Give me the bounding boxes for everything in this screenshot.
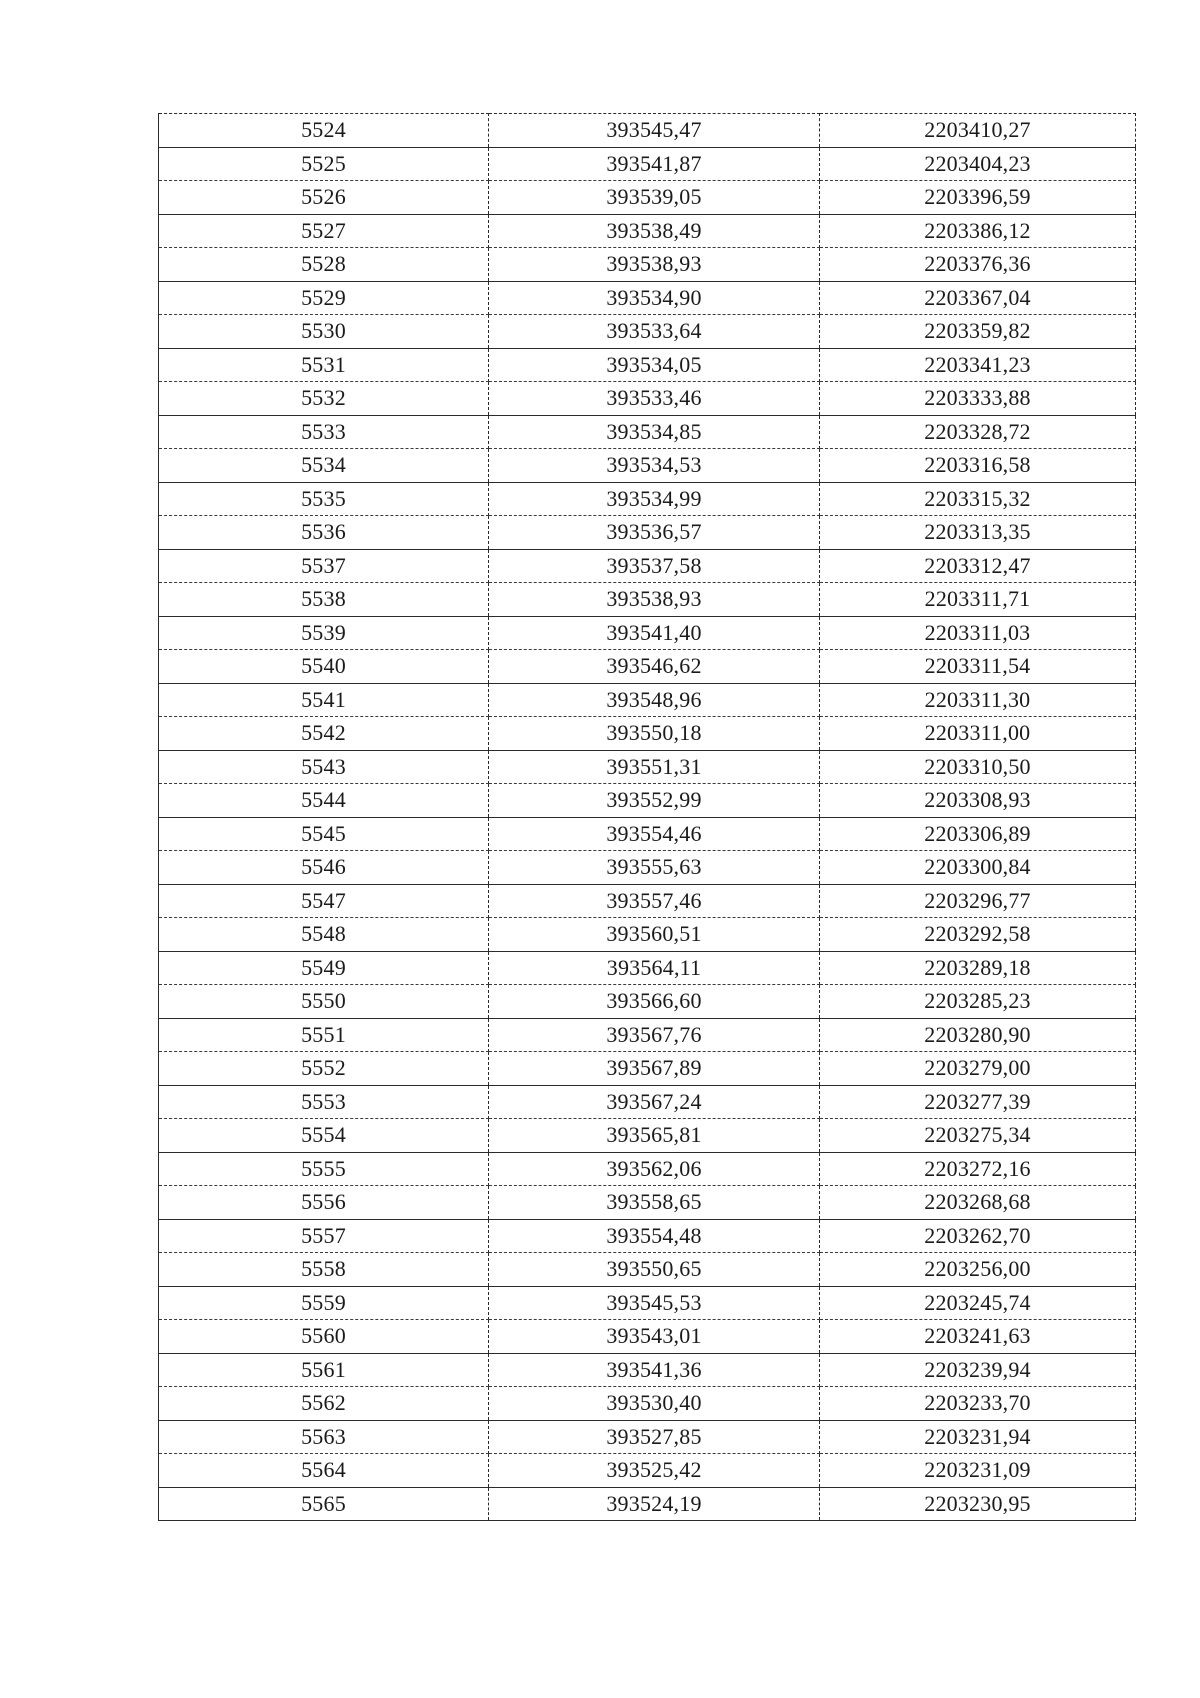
table-row [159,1286,1136,1320]
table-row [159,1454,1136,1488]
point-number-cell: 5525 [159,147,489,181]
point-number-cell: 5527 [159,214,489,248]
point-number-cell: 5539 [159,616,489,650]
point-number-cell: 5540 [159,650,489,684]
x-coordinate-cell: 393530,40 [489,1387,820,1421]
table-row [159,1119,1136,1153]
x-coordinate-cell: 393567,24 [489,1085,820,1119]
point-number-cell: 5547 [159,884,489,918]
y-coordinate-cell: 2203296,77 [820,884,1136,918]
x-coordinate-cell: 393566,60 [489,985,820,1019]
x-coordinate-cell: 393541,87 [489,147,820,181]
x-coordinate-cell: 393527,85 [489,1420,820,1454]
x-coordinate-cell: 393562,06 [489,1152,820,1186]
point-number-cell: 5565 [159,1487,489,1521]
y-coordinate-cell: 2203404,23 [820,147,1136,181]
table-row [159,1487,1136,1521]
table-row [159,1320,1136,1354]
table-row [159,248,1136,282]
table-row [159,315,1136,349]
x-coordinate-cell: 393538,93 [489,248,820,282]
table-row [159,114,1136,148]
table-row [159,583,1136,617]
y-coordinate-cell: 2203239,94 [820,1353,1136,1387]
table-row [159,985,1136,1019]
y-coordinate-cell: 2203272,16 [820,1152,1136,1186]
x-coordinate-cell: 393567,76 [489,1018,820,1052]
point-number-cell: 5535 [159,482,489,516]
x-coordinate-cell: 393550,18 [489,717,820,751]
x-coordinate-cell: 393552,99 [489,784,820,818]
x-coordinate-cell: 393541,40 [489,616,820,650]
x-coordinate-cell: 393543,01 [489,1320,820,1354]
y-coordinate-cell: 2203262,70 [820,1219,1136,1253]
y-coordinate-cell: 2203280,90 [820,1018,1136,1052]
y-coordinate-cell: 2203311,71 [820,583,1136,617]
point-number-cell: 5546 [159,851,489,885]
y-coordinate-cell: 2203231,09 [820,1454,1136,1488]
table-row [159,549,1136,583]
table-row [159,348,1136,382]
x-coordinate-cell: 393554,46 [489,817,820,851]
point-number-cell: 5558 [159,1253,489,1287]
point-number-cell: 5526 [159,181,489,215]
y-coordinate-cell: 2203275,34 [820,1119,1136,1153]
table-row [159,817,1136,851]
x-coordinate-cell: 393538,49 [489,214,820,248]
y-coordinate-cell: 2203333,88 [820,382,1136,416]
y-coordinate-cell: 2203341,23 [820,348,1136,382]
table-row [159,1387,1136,1421]
coordinates-table-body [159,114,1136,1521]
x-coordinate-cell: 393534,85 [489,415,820,449]
x-coordinate-cell: 393548,96 [489,683,820,717]
y-coordinate-cell: 2203376,36 [820,248,1136,282]
point-number-cell: 5552 [159,1052,489,1086]
point-number-cell: 5524 [159,114,489,148]
table-row [159,449,1136,483]
table-row [159,1420,1136,1454]
y-coordinate-cell: 2203268,68 [820,1186,1136,1220]
y-coordinate-cell: 2203367,04 [820,281,1136,315]
x-coordinate-cell: 393534,99 [489,482,820,516]
x-coordinate-cell: 393536,57 [489,516,820,550]
point-number-cell: 5538 [159,583,489,617]
point-number-cell: 5554 [159,1119,489,1153]
y-coordinate-cell: 2203315,32 [820,482,1136,516]
y-coordinate-cell: 2203316,58 [820,449,1136,483]
point-number-cell: 5541 [159,683,489,717]
x-coordinate-cell: 393554,48 [489,1219,820,1253]
point-number-cell: 5530 [159,315,489,349]
point-number-cell: 5551 [159,1018,489,1052]
point-number-cell: 5536 [159,516,489,550]
x-coordinate-cell: 393567,89 [489,1052,820,1086]
table-row [159,683,1136,717]
table-row [159,1085,1136,1119]
y-coordinate-cell: 2203311,03 [820,616,1136,650]
y-coordinate-cell: 2203277,39 [820,1085,1136,1119]
point-number-cell: 5549 [159,951,489,985]
point-number-cell: 5559 [159,1286,489,1320]
table-row [159,616,1136,650]
table-row [159,382,1136,416]
point-number-cell: 5542 [159,717,489,751]
point-number-cell: 5553 [159,1085,489,1119]
coordinates-table [158,113,1136,1521]
x-coordinate-cell: 393534,90 [489,281,820,315]
table-row [159,1186,1136,1220]
y-coordinate-cell: 2203245,74 [820,1286,1136,1320]
table-row [159,884,1136,918]
table-row [159,717,1136,751]
y-coordinate-cell: 2203256,00 [820,1253,1136,1287]
y-coordinate-cell: 2203311,00 [820,717,1136,751]
point-number-cell: 5532 [159,382,489,416]
table-row [159,1219,1136,1253]
table-row [159,214,1136,248]
x-coordinate-cell: 393537,58 [489,549,820,583]
y-coordinate-cell: 2203396,59 [820,181,1136,215]
y-coordinate-cell: 2203311,30 [820,683,1136,717]
x-coordinate-cell: 393546,62 [489,650,820,684]
x-coordinate-cell: 393560,51 [489,918,820,952]
point-number-cell: 5543 [159,750,489,784]
table-row [159,1152,1136,1186]
y-coordinate-cell: 2203312,47 [820,549,1136,583]
table-row [159,281,1136,315]
table-row [159,650,1136,684]
x-coordinate-cell: 393533,64 [489,315,820,349]
point-number-cell: 5529 [159,281,489,315]
x-coordinate-cell: 393550,65 [489,1253,820,1287]
table-row [159,784,1136,818]
x-coordinate-cell: 393533,46 [489,382,820,416]
x-coordinate-cell: 393555,63 [489,851,820,885]
y-coordinate-cell: 2203289,18 [820,951,1136,985]
table-row [159,750,1136,784]
point-number-cell: 5544 [159,784,489,818]
x-coordinate-cell: 393538,93 [489,583,820,617]
y-coordinate-cell: 2203410,27 [820,114,1136,148]
y-coordinate-cell: 2203231,94 [820,1420,1136,1454]
table-row [159,415,1136,449]
point-number-cell: 5560 [159,1320,489,1354]
y-coordinate-cell: 2203310,50 [820,750,1136,784]
y-coordinate-cell: 2203279,00 [820,1052,1136,1086]
point-number-cell: 5531 [159,348,489,382]
y-coordinate-cell: 2203306,89 [820,817,1136,851]
y-coordinate-cell: 2203300,84 [820,851,1136,885]
point-number-cell: 5537 [159,549,489,583]
y-coordinate-cell: 2203359,82 [820,315,1136,349]
y-coordinate-cell: 2203308,93 [820,784,1136,818]
table-row [159,951,1136,985]
point-number-cell: 5564 [159,1454,489,1488]
point-number-cell: 5550 [159,985,489,1019]
table-row [159,516,1136,550]
y-coordinate-cell: 2203285,23 [820,985,1136,1019]
y-coordinate-cell: 2203241,63 [820,1320,1136,1354]
point-number-cell: 5561 [159,1353,489,1387]
point-number-cell: 5545 [159,817,489,851]
x-coordinate-cell: 393557,46 [489,884,820,918]
x-coordinate-cell: 393534,53 [489,449,820,483]
point-number-cell: 5528 [159,248,489,282]
point-number-cell: 5534 [159,449,489,483]
y-coordinate-cell: 2203230,95 [820,1487,1136,1521]
table-row [159,1353,1136,1387]
table-row [159,1253,1136,1287]
y-coordinate-cell: 2203233,70 [820,1387,1136,1421]
point-number-cell: 5555 [159,1152,489,1186]
table-row [159,482,1136,516]
y-coordinate-cell: 2203311,54 [820,650,1136,684]
y-coordinate-cell: 2203313,35 [820,516,1136,550]
x-coordinate-cell: 393524,19 [489,1487,820,1521]
x-coordinate-cell: 393534,05 [489,348,820,382]
x-coordinate-cell: 393558,65 [489,1186,820,1220]
table-row [159,918,1136,952]
table-row [159,1018,1136,1052]
x-coordinate-cell: 393564,11 [489,951,820,985]
x-coordinate-cell: 393545,47 [489,114,820,148]
point-number-cell: 5548 [159,918,489,952]
x-coordinate-cell: 393565,81 [489,1119,820,1153]
point-number-cell: 5562 [159,1387,489,1421]
table-row [159,1052,1136,1086]
x-coordinate-cell: 393541,36 [489,1353,820,1387]
table-row [159,851,1136,885]
point-number-cell: 5563 [159,1420,489,1454]
y-coordinate-cell: 2203292,58 [820,918,1136,952]
table-row [159,147,1136,181]
x-coordinate-cell: 393539,05 [489,181,820,215]
x-coordinate-cell: 393545,53 [489,1286,820,1320]
point-number-cell: 5556 [159,1186,489,1220]
point-number-cell: 5557 [159,1219,489,1253]
y-coordinate-cell: 2203386,12 [820,214,1136,248]
x-coordinate-cell: 393525,42 [489,1454,820,1488]
x-coordinate-cell: 393551,31 [489,750,820,784]
point-number-cell: 5533 [159,415,489,449]
table-row [159,181,1136,215]
y-coordinate-cell: 2203328,72 [820,415,1136,449]
